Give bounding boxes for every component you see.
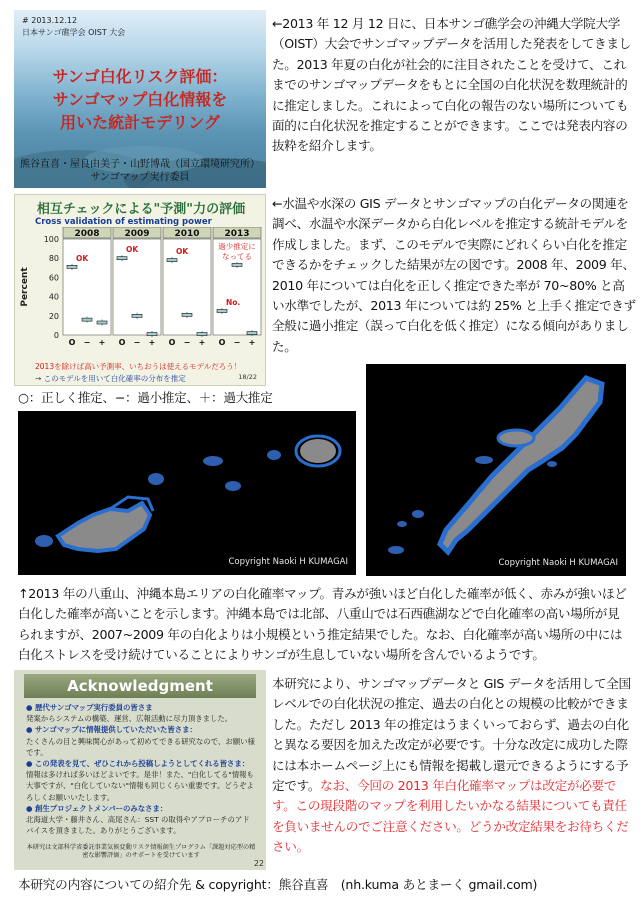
- conclusion-text: 本研究により、サンゴマップデータと GIS データを活用して全国レベルでの白化状況の推定、過去の白化との規模の比較ができました。ただし 2013 年の推定はうまくいっておらず、過去の白化と異なる要因を加えた改定が必要です。十分な改定に成功した際には本ホームページ上にも情報を掲載し還元できるようにする予定です。: [272, 676, 631, 794]
- map-okinawa: [366, 364, 626, 576]
- acknowledgment-heading: Acknowledgment: [24, 674, 256, 698]
- map-caption: ↑2013 年の八重山、沖縄本島エリアの白化確率マップ。青みが強いほど白化した確率が低く、赤みが強いほど白化した確率が高いことを示します。沖縄本島では北部、八重山では石西礁湖などで白化確率の高い場所が見られますが、2007~2009 年の白化よりは小規模という推定結果でした。なお、白化確率が高い場所の中には白化ストレスを受け続けていることによりサンゴが生息していない場所を含んでいるようです。: [18, 586, 627, 663]
- x-tick-label: −: [233, 338, 241, 347]
- box-mark: [147, 333, 157, 336]
- x-tick-label: O: [68, 338, 76, 347]
- panel-year-label: 2008: [74, 229, 100, 239]
- box-mark: [82, 318, 92, 321]
- chart-title: 相互チェックによる"予測"力の評価: [36, 202, 246, 217]
- okinawa-island-graphic: [366, 364, 626, 576]
- box-mark: [167, 259, 177, 262]
- slide-title-line-3: 用いた統計モデリング: [60, 113, 220, 132]
- slide3-page-number: 22: [253, 859, 264, 868]
- slide-page-number: 18/22: [238, 373, 257, 381]
- ack-item-4-heading: ● 創生プロジェクトメンバーのみなさま：: [26, 803, 168, 813]
- x-tick-label: +: [248, 338, 256, 347]
- slide-authors: 熊谷直喜・屋良由美子・山野博哉（国立環境研究所）: [20, 159, 260, 170]
- panel-annotation: OK: [76, 253, 89, 263]
- x-tick-label: −: [183, 338, 191, 347]
- x-tick-label: +: [148, 338, 156, 347]
- slide-committee: サンゴマップ実行委員: [90, 172, 190, 183]
- y-tick-label: 100: [43, 235, 59, 244]
- x-tick-label: O: [118, 338, 126, 347]
- box-mark: [67, 265, 77, 268]
- legend-line: ○：正しく推定、−：過小推定、＋：過大推定: [18, 390, 273, 405]
- slide-date: # 2013.12.12: [22, 16, 78, 25]
- acknowledgment-slide: [14, 670, 266, 870]
- cross-validation-slide: [14, 194, 266, 386]
- panel-note: なってる: [222, 252, 252, 261]
- ack-item-2-heading: ● サンゴマップに情報提供していただいた皆さま：: [26, 725, 197, 735]
- box-mark: [117, 257, 127, 260]
- ack-item-3-heading: ● この発表を見て、ぜひこれから投稿しようとしてくれる皆さま：: [26, 759, 250, 769]
- box-mark: [232, 263, 242, 266]
- yaeyama-islands-graphic: [18, 411, 356, 575]
- map-yaeyama: [18, 411, 356, 575]
- box-mark: [247, 332, 257, 335]
- map-copyright-okinawa: Copyright Naoki H KUMAGAI: [498, 558, 618, 568]
- footer-contact-line: 本研究の内容についての紹介先 & copyright：熊谷直喜 (nh.kuma あとまーく gmail.com): [18, 877, 538, 892]
- slide-title-image: [14, 10, 266, 188]
- ack-item-1-body: 発案からシステムの構築、運営、広報活動に尽力頂きました。: [26, 714, 233, 724]
- slide-event: 日本サンゴ礁学会 OIST 大会: [22, 28, 126, 37]
- panel-year-label: 2010: [174, 229, 200, 239]
- ack-item-2-body: たくさんの目と興味関心があって初めてできる研究なので、お願い様です。: [26, 736, 255, 757]
- panel-annotation: OK: [176, 247, 189, 257]
- y-tick-label: 60: [48, 273, 59, 283]
- panel-annotation: OK: [126, 245, 139, 255]
- chart-footer-red: 2013を除けば高い予測率、いちおうは使えるモデルだろう！: [35, 362, 242, 371]
- ack-item-1-heading: ● 歴代サンゴマップ実行委員の皆さま: [26, 703, 153, 712]
- box-mark: [182, 313, 192, 316]
- panel-note: 過少推定に: [218, 242, 256, 251]
- map-copyright: Copyright Naoki H KUMAGAI: [228, 557, 348, 567]
- ack-item-4-body: 北海道大学・藤井さん、高尾さん：SST の取得やアプローチのアドバイスを頂きました。ありがとうございます。: [26, 815, 250, 836]
- x-tick-label: +: [198, 338, 206, 347]
- x-tick-label: −: [83, 338, 91, 347]
- model-paragraph: ←水温や水深の GIS データとサンゴマップの白化データの関連を調べ、水温や水深データから白化レベルを推定する統計モデルを作成しました。まず、このモデルで実際にどれくらい白化を推定できるかをチェックした結果が左の図です。2008 年、2009 年、2010 年については白化を正しく推定できた率が 70~80% と高い水準でしたが、2013 年については約 25% と上手く推定できず全般に過小推定（誤って白化を低く推定）になる傾向がありました。: [272, 196, 636, 354]
- chart-footer-blue: → このモデルを用いて白化確率の分布を推定: [35, 374, 186, 383]
- box-mark: [97, 321, 107, 324]
- y-tick-label: 0: [53, 331, 59, 340]
- ack-item-3-body: 情報は多ければ多いほどよいです。是非！また、"白化してる"情報も大事ですが、"白化していない"情報も同じくらい重要です。どうぞよろしくお願いいたします。: [26, 770, 254, 802]
- acknowledgment-footer: 本研究は文部科学省委託事業気候変動リスク情報創生プログラム「課題対応型の精密な影響評価」のサポートを受けています: [26, 844, 256, 859]
- x-tick-label: O: [218, 338, 226, 347]
- y-tick-label: 20: [48, 311, 59, 321]
- disclaimer-text: なお、今回の 2013 年白化確率マップは改定が必要です。この現段階のマップを利用したいかなる結果についても責任を負いませんのでご注意ください。どうか改定結果をお待ちください。: [272, 778, 629, 855]
- y-tick-label: 80: [48, 254, 59, 264]
- chart-subtitle: Cross validation of estimating power: [35, 217, 212, 227]
- box-mark: [132, 314, 142, 317]
- acknowledgment-body: [26, 702, 256, 836]
- x-tick-label: −: [133, 338, 141, 347]
- conclusion-paragraph: [272, 674, 636, 858]
- panel-annotation: No.: [226, 298, 241, 307]
- cross-validation-chart: [15, 227, 266, 361]
- intro-paragraph: ←2013 年 12 月 12 日に、日本サンゴ礁学会の沖縄大学院大学（OIST）大会でサンゴマップデータを活用した発表をしてきました。2013 年夏の白化が社会的に注目されたことを受けて、これまでのサンゴマップデータをもとに全国の白化状況を数理統計的に推定しました。これによって白化の報告のない場所についても面的に白化状況を推定することができます。ここでは発表内容の抜粋を紹介します。: [272, 16, 631, 154]
- x-tick-label: +: [98, 338, 106, 347]
- panel-year-label: 2009: [124, 229, 150, 239]
- box-mark: [217, 310, 227, 313]
- slide-title-line-2: サンゴマップ白化情報を: [52, 90, 228, 109]
- slide-title-line-1: サンゴ白化リスク評価：: [52, 67, 228, 86]
- y-axis-label: Percent: [20, 267, 30, 307]
- x-tick-label: O: [168, 338, 176, 347]
- y-tick-label: 40: [48, 292, 59, 302]
- box-mark: [197, 333, 207, 336]
- panel-year-label: 2013: [224, 229, 250, 239]
